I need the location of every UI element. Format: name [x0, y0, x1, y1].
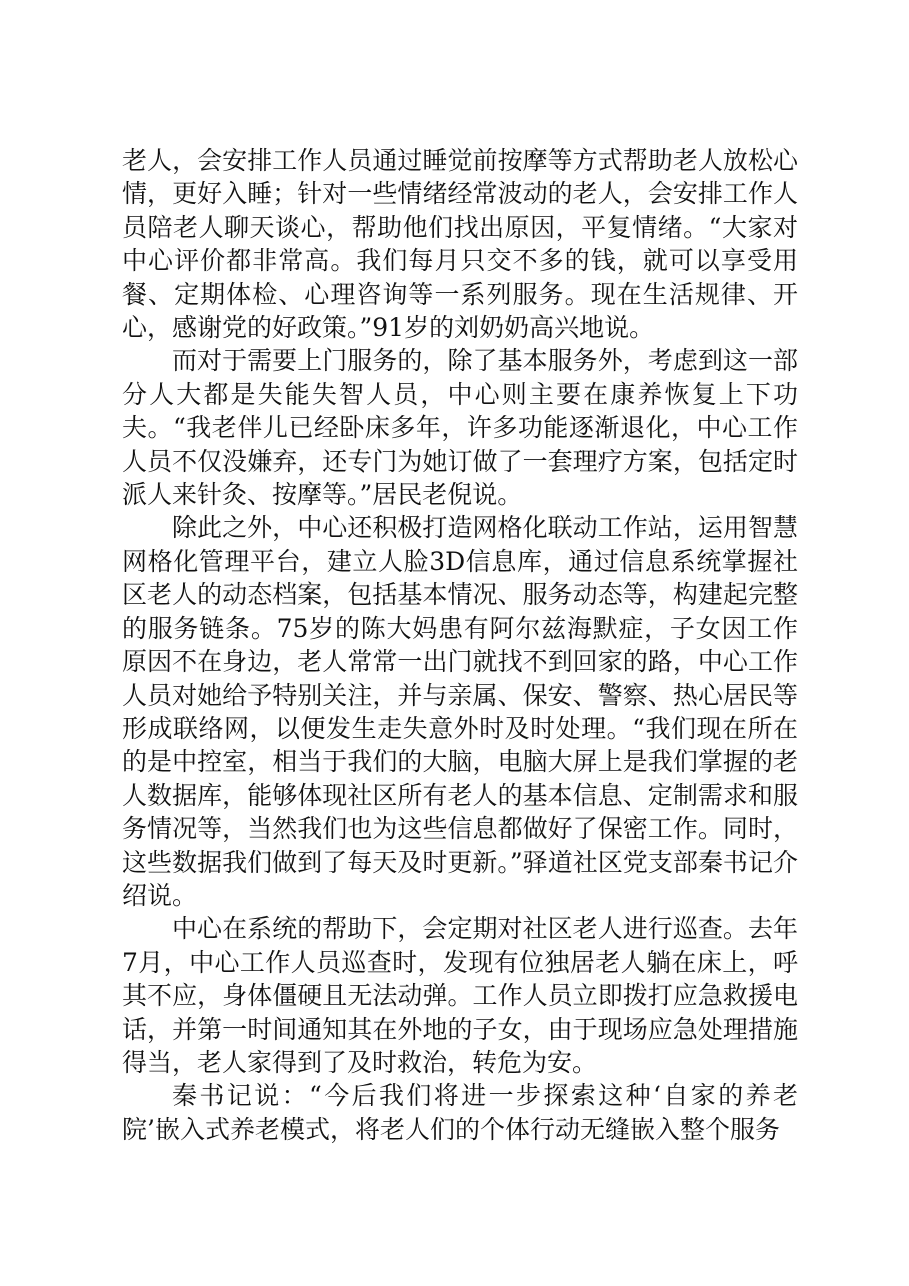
paragraph-5: 秦书记说：“今后我们将进一步探索这种‘自家的养老院’嵌入式养老模式，将老人们的个体行动无缝嵌入整个服务: [122, 1081, 798, 1144]
paragraph-4: 中心在系统的帮助下，会定期对社区老人进行巡查。去年7月，中心工作人员巡查时，发现有位独居老人躺在床上，呼其不应，身体僵硬且无法动弹。工作人员立即拨打应急救援电话，并第一时间通知其在外地的子女，由于现场应急处理措施得当，老人家得到了及时救治，转危为安。: [122, 914, 798, 1077]
paragraph-1: 老人，会安排工作人员通过睡觉前按摩等方式帮助老人放松心情，更好入睡；针对一些情绪经常波动的老人，会安排工作人员陪老人聊天谈心，帮助他们找出原因，平复情绪。“大家对中心评价都非常高。我们每月只交不多的钱，就可以享受用餐、定期体检、心理咨询等一系列服务。现在生活规律、开心，感谢党的好政策。”91岁的刘奶奶高兴地说。: [122, 146, 798, 343]
document-body: [122, 144, 798, 1146]
paragraph-2: 而对于需要上门服务的，除了基本服务外，考虑到这一部分人大都是失能失智人员，中心则主要在康养恢复上下功夫。“我老伴儿已经卧床多年，许多功能逐渐退化，中心工作人员不仅没嫌弃，还专门为她订做了一套理疗方案，包括定时派人来针灸、按摩等。”居民老倪说。: [122, 346, 798, 510]
paragraph-3: 除此之外，中心还积极打造网格化联动工作站，运用智慧网格化管理平台，建立人脸3D信息库，通过信息系统掌握社区老人的动态档案，包括基本情况、服务动态等，构建起完整的服务链条。75岁的陈大妈患有阿尔兹海默症，子女因工作原因不在身边，老人常常一出门就找不到回家的路，中心工作人员对她给予特别关注，并与亲属、保安、警察、热心居民等形成联络网，以便发生走失意外时及时处理。“我们现在所在的是中控室，相当于我们的大脑，电脑大屏上是我们掌握的老人数据库，能够体现社区所有老人的基本信息、定制需求和服务情况等，当然我们也为这些信息都做好了保密工作。同时，这些数据我们做到了每天及时更新。”驿道社区党支部秦书记介绍说。: [122, 513, 798, 910]
